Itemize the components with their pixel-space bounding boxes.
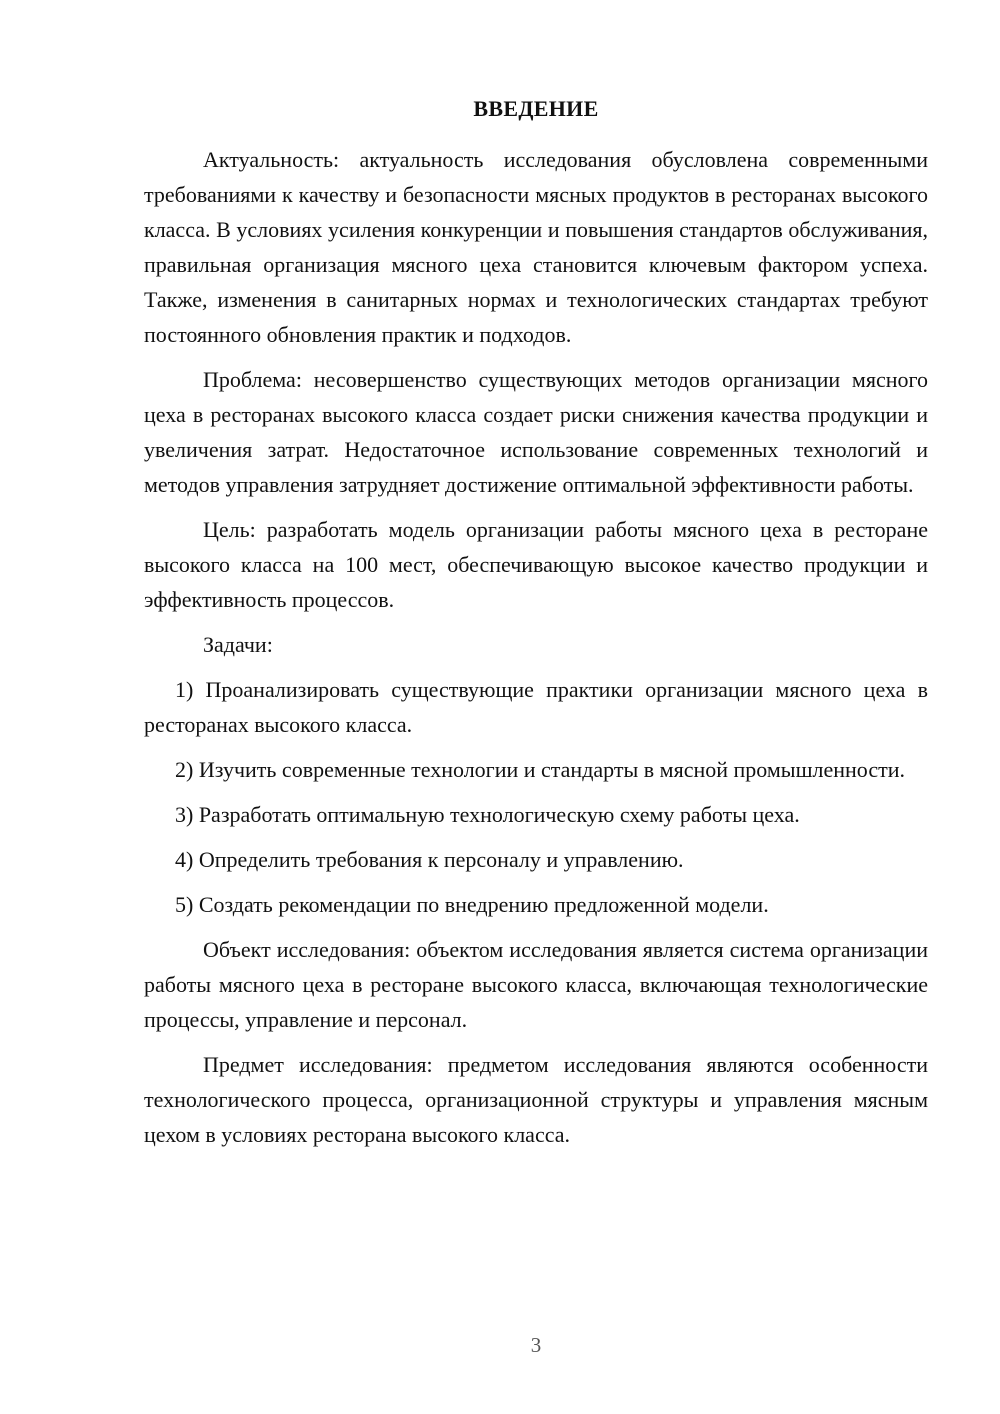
paragraph-problem: Проблема: несовершенство существующих методов организации мясного цеха в ресторанах высокого класса создает риски снижения качества продукции и увеличения затрат. Недостаточное использование современных технологий и методов управления затрудняет достижение оптимальной эффективности работы.	[144, 367, 928, 497]
task-item-1: 1) Проанализировать существующие практики организации мясного цеха в ресторанах высокого класса.	[144, 677, 928, 737]
paragraph-relevance: Актуальность: актуальность исследования обусловлена современными требованиями к качеству и безопасности мясных продуктов в ресторанах высокого класса. В условиях усиления конкуренции и повышения стандартов обслуживания, правильная организация мясного цеха становится ключевым фактором успеха. Также, изменения в санитарных нормах и технологических стандартах требуют постоянного обновления практик и подходов.	[144, 147, 928, 347]
paragraph-subject: Предмет исследования: предметом исследования являются особенности технологического процесса, организационной структуры и управления мясным цехом в условиях ресторана высокого класса.	[144, 1052, 928, 1147]
paragraph-object: Объект исследования: объектом исследования является система организации работы мясного цеха в ресторане высокого класса, включающая технологические процессы, управление и персонал.	[144, 937, 928, 1032]
paragraph-goal: Цель: разработать модель организации работы мясного цеха в ресторане высокого класса на 100 мест, обеспечивающую высокое качество продукции и эффективность процессов.	[144, 517, 928, 612]
section-heading: ВВЕДЕНИЕ	[473, 96, 599, 121]
task-item-2: 2) Изучить современные технологии и стандарты в мясной промышленности.	[175, 757, 905, 782]
task-item-4: 4) Определить требования к персоналу и управлению.	[175, 847, 684, 872]
task-item-5: 5) Создать рекомендации по внедрению предложенной модели.	[175, 892, 769, 917]
paragraph-tasks-heading: Задачи:	[203, 632, 273, 657]
page-number: 3	[530, 1333, 542, 1357]
document-body	[144, 142, 928, 1162]
task-item-3: 3) Разработать оптимальную технологическую схему работы цеха.	[175, 802, 800, 827]
